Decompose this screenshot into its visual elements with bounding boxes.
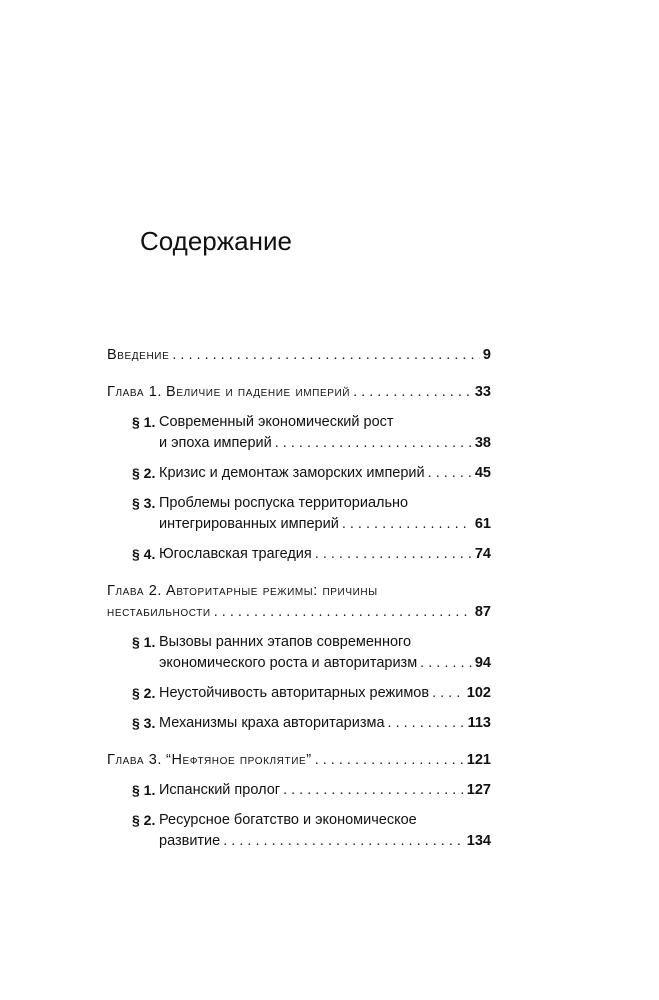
dot-leader	[172, 345, 480, 366]
chapter-number: Глава 2.	[107, 583, 163, 599]
page-number: 61	[474, 516, 491, 532]
section-number: § 2.	[132, 812, 156, 828]
section-title: Ресурсное богатство и экономическое	[159, 812, 417, 828]
section-title: Современный экономический рост	[159, 414, 394, 430]
section-title: Проблемы роспуска территориально	[159, 495, 409, 511]
chapter-title: “Нефтяное проклятие”	[166, 752, 312, 768]
chapter-title: нестабильности	[107, 604, 211, 620]
section-number: § 4.	[132, 546, 156, 562]
section-title-line	[159, 810, 491, 831]
section-number: § 2.	[132, 465, 156, 481]
page-number: 45	[474, 465, 491, 481]
table-of-contents	[107, 345, 491, 852]
section-number: § 3.	[132, 495, 156, 511]
chapter-title-line	[107, 382, 491, 403]
section-title-line	[159, 831, 491, 852]
section-entry[interactable]	[107, 683, 491, 704]
page-number: 113	[467, 715, 491, 731]
chapter-number: Глава 1.	[107, 384, 163, 400]
chapter-entry[interactable]	[107, 581, 491, 734]
section-entry[interactable]	[107, 810, 491, 852]
toc-entry-intro[interactable]	[107, 345, 491, 366]
dot-leader	[420, 653, 472, 674]
dot-leader	[223, 831, 464, 852]
section-entry[interactable]	[107, 412, 491, 454]
section-title: Испанский пролог	[159, 782, 281, 798]
chapter-title-line	[107, 750, 491, 771]
section-title: Кризис и демонтаж заморских империй	[159, 465, 425, 481]
toc-entry-label: Введение	[107, 347, 170, 363]
section-title-line	[159, 412, 491, 433]
section-title: Вызовы ранних этапов современного	[159, 634, 412, 650]
page-number: 94	[474, 655, 491, 671]
section-title-line	[159, 514, 491, 535]
chapter-title-line	[107, 581, 491, 602]
dot-leader	[315, 544, 472, 565]
section-entry[interactable]	[107, 632, 491, 674]
section-title-line	[159, 632, 491, 653]
page-number: 121	[466, 752, 491, 768]
page-number: 33	[474, 384, 491, 400]
chapter-list	[107, 382, 491, 852]
page-number: 134	[466, 833, 491, 849]
section-title: развитие	[159, 833, 221, 849]
section-number: § 1.	[132, 414, 156, 430]
chapter-entry[interactable]	[107, 750, 491, 852]
section-entry[interactable]	[107, 463, 491, 484]
dot-leader	[214, 602, 472, 623]
chapter-title: Величие и падение империй	[166, 384, 351, 400]
chapter-entry[interactable]	[107, 382, 491, 565]
section-number: § 3.	[132, 715, 156, 731]
dot-leader	[353, 382, 472, 403]
section-entry[interactable]	[107, 713, 491, 734]
section-title: экономического роста и авторитаризм	[159, 655, 418, 671]
page-number: 102	[466, 685, 491, 701]
chapter-title-line	[107, 602, 491, 623]
section-entry[interactable]	[107, 544, 491, 565]
section-title-line	[159, 713, 491, 734]
section-title: и эпоха империй	[159, 435, 272, 451]
section-title-line	[159, 780, 491, 801]
chapter-title: Авторитарные режимы: причины	[166, 583, 378, 599]
section-title: Югославская трагедия	[159, 546, 312, 562]
dot-leader	[428, 463, 472, 484]
page-number: 74	[474, 546, 491, 562]
section-title-line	[159, 493, 491, 514]
section-title-line	[159, 433, 491, 454]
page-number: 9	[482, 347, 491, 363]
section-title-line	[159, 653, 491, 674]
section-entry[interactable]	[107, 493, 491, 535]
dot-leader	[283, 780, 464, 801]
dot-leader	[275, 433, 472, 454]
dot-leader	[432, 683, 464, 704]
dot-leader	[315, 750, 464, 771]
page-number: 38	[474, 435, 491, 451]
section-title: Механизмы краха авторитаризма	[159, 715, 385, 731]
page-number: 87	[474, 604, 491, 620]
section-number: § 1.	[132, 634, 156, 650]
dot-leader	[388, 713, 465, 734]
section-entry[interactable]	[107, 780, 491, 801]
page-number: 127	[466, 782, 491, 798]
section-title-line	[159, 683, 491, 704]
section-title: Неустойчивость авторитарных режимов	[159, 685, 430, 701]
page-title: Содержание	[140, 226, 292, 256]
section-title-line	[159, 544, 491, 565]
dot-leader	[342, 514, 472, 535]
section-number: § 1.	[132, 782, 156, 798]
section-title: интегрированных империй	[159, 516, 339, 532]
section-title-line	[159, 463, 491, 484]
chapter-number: Глава 3.	[107, 752, 163, 768]
section-number: § 2.	[132, 685, 156, 701]
